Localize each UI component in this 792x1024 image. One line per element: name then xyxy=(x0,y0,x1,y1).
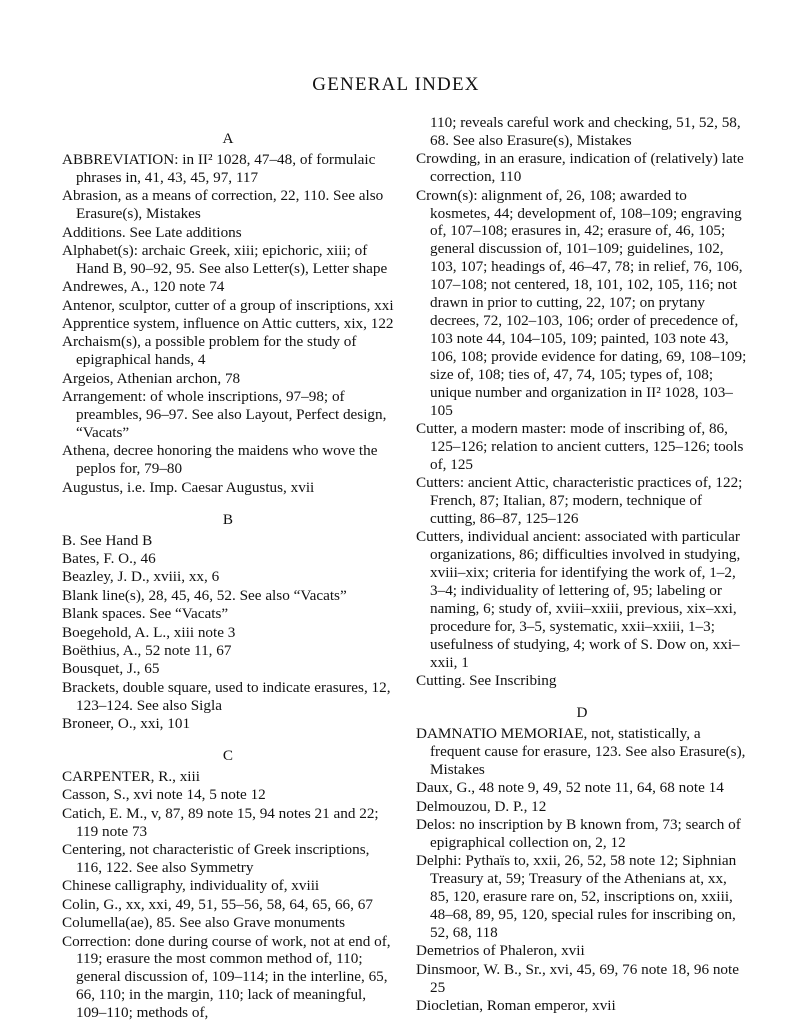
index-entry: Archaism(s), a possible problem for the study of epigraphical hands, 4 xyxy=(62,333,357,369)
index-entry: Antenor, sculptor, cutter of a group of inscriptions, xxi xyxy=(62,296,394,314)
index-entry: Arrangement: of whole inscriptions, 97–98; of preambles, 96–97. See also Layout, Perfect design, “Vacats” xyxy=(62,388,387,441)
index-entry: Cutters: ancient Attic, characteristic practices of, 122; French, 87; Italian, 87; modern, technique of cutting, 86–87, 125–126 xyxy=(416,474,743,527)
index-entry: Additions. See Late additions xyxy=(62,223,242,241)
index-entry: Apprentice system, influence on Attic cutters, xix, 122 xyxy=(62,315,394,333)
index-entry: Brackets, double square, used to indicate erasures, 12, 123–124. See also Sigla xyxy=(62,678,391,714)
section-letter-a: A xyxy=(222,130,234,147)
index-entry: Delphi: Pythaïs to, xxii, 26, 52, 58 note 12; Siphnian Treasury at, 59; Treasury of the Athenians at, xx, 85, 120, erasure rare on, 52, inscriptions on, xxiii, 48–68, 89, 95, 120, special rules for inscribing on, 52, 68, 118 xyxy=(416,852,737,941)
section-letter-d: D xyxy=(576,704,588,721)
index-entry: Blank spaces. See “Vacats” xyxy=(62,605,229,623)
index-entry: Boëthius, A., 52 note 11, 67 xyxy=(62,641,232,659)
index-entry: Alphabet(s): archaic Greek, xiii; epichoric, xiii; of Hand B, 90–92, 95. See also Letter(s), Letter shape xyxy=(62,241,388,277)
index-entry: Centering, not characteristic of Greek inscriptions, 116, 122. See also Symmetry xyxy=(62,841,370,876)
index-entry: Beazley, J. D., xviii, xx, 6 xyxy=(62,568,220,586)
index-entry: Crowding, in an erasure, indication of (relatively) late correction, 110 xyxy=(416,150,744,186)
index-entry: CARPENTER, R., xiii xyxy=(62,767,200,785)
index-entry: Correction: done during course of work, not at end of, 119; erasure the most common method of, 110; general discussion of, 109–114; in the interline, 65, 66, 110; in the margin, 110; lack of meaningful, 109–110; methods of, xyxy=(62,932,391,1022)
index-entry: Delos: no inscription by B known from, 73; search of epigraphical collection on, 2, 12 xyxy=(416,815,741,851)
continuation-text: 110; reveals careful work and checking, 51, 52, 58, 68. See also Erasure(s), Mistakes xyxy=(430,114,741,149)
index-entry: Diocletian, Roman emperor, xvii xyxy=(416,997,616,1014)
index-entry: Blank line(s), 28, 45, 46, 52. See also “Vacats” xyxy=(62,586,347,604)
index-entry: Dinsmoor, W. B., Sr., xvi, 45, 69, 76 note 18, 96 note 25 xyxy=(416,960,739,996)
index-entry: Crown(s): alignment of, 26, 108; awarded to kosmetes, 44; development of, 108–109; engraving of, 107–108; erasures in, 42; erasure of, 46, 105; general discussion of, 101–109; guidelines, 102, 103, 107; headings of, 46–47, 78; in relief, 76, 106, 107–108; not centered, 18, 101, 102, 105, 116; not drawn in prior to cutting, 22, 107; on prytany decrees, 72, 102–103, 106; order of precedence of, 103 note 44, 104–105, 109; painted, 103 note 43, 106, 108; provide evidence for dating, 69, 108–109; size of, 108; ties of, 47, 74, 105; types of, 108; unique number and organization in II² 1028, 103–105 xyxy=(416,186,747,419)
index-column-left xyxy=(62,114,394,1023)
index-entry: Argeios, Athenian archon, 78 xyxy=(62,369,241,387)
index-entry: Casson, S., xvi note 14, 5 note 12 xyxy=(62,786,266,804)
index-entry: Cutting. See Inscribing xyxy=(416,672,557,690)
index-column-right xyxy=(416,114,748,1015)
index-entry: Chinese calligraphy, individuality of, xviii xyxy=(62,877,320,895)
index-entry: Demetrios of Phaleron, xvii xyxy=(416,942,585,960)
page-title: GENERAL INDEX xyxy=(312,74,480,95)
index-entry: Cutter, a modern master: mode of inscribing of, 86, 125–126; relation to ancient cutters, 125–126; tools of, 125 xyxy=(416,419,744,473)
index-entry: Delmouzou, D. P., 12 xyxy=(416,797,547,815)
index-entry: Broneer, O., xxi, 101 xyxy=(62,715,191,733)
index-entry: Athena, decree honoring the maidens who wove the peplos for, 79–80 xyxy=(62,442,378,478)
index-entry: DAMNATIO MEMORIAE, not, statistically, a frequent cause for erasure, 123. See also Erasure(s), Mistakes xyxy=(416,724,746,778)
index-entry: Augustus, i.e. Imp. Caesar Augustus, xvii xyxy=(62,478,315,496)
index-entry: ABBREVIATION: in II² 1028, 47–48, of formulaic phrases in, 41, 43, 45, 97, 117 xyxy=(62,150,376,186)
index-entry: Abrasion, as a means of correction, 22, 110. See also Erasure(s), Mistakes xyxy=(62,187,384,223)
index-entry: Cutters, individual ancient: associated with particular organizations, 86; difficulties involved in studying, xviii–xix; criteria for identifying the work of, 1–2, 3–4; individuality of lettering of, 95; labeling or naming, 6; study of, xviii–xxiii, previous, xix–xxi, procedure for, 3–5, systematic, xxii–xxiii, 1–3; usefulness of studying, 4; work of S. Dow on, xxi–xxii, 1 xyxy=(416,528,741,671)
section-letter-c: C xyxy=(222,747,234,764)
index-entry: B. See Hand B xyxy=(62,531,153,549)
index-entry: Colin, G., xx, xxi, 49, 51, 55–56, 58, 64, 65, 66, 67 xyxy=(62,895,373,913)
section-letter-b: B xyxy=(222,510,234,528)
index-entry: Catich, E. M., v, 87, 89 note 15, 94 notes 21 and 22; 119 note 73 xyxy=(62,804,379,840)
index-entry: Andrewes, A., 120 note 74 xyxy=(62,278,225,296)
index-entry: Bates, F. O., 46 xyxy=(62,549,156,567)
index-entry: Daux, G., 48 note 9, 49, 52 note 11, 64, 68 note 14 xyxy=(416,779,724,797)
index-entry: Columella(ae), 85. See also Grave monuments xyxy=(62,914,346,932)
index-entry: Boegehold, A. L., xiii note 3 xyxy=(62,623,236,641)
index-entry: Bousquet, J., 65 xyxy=(62,660,160,678)
